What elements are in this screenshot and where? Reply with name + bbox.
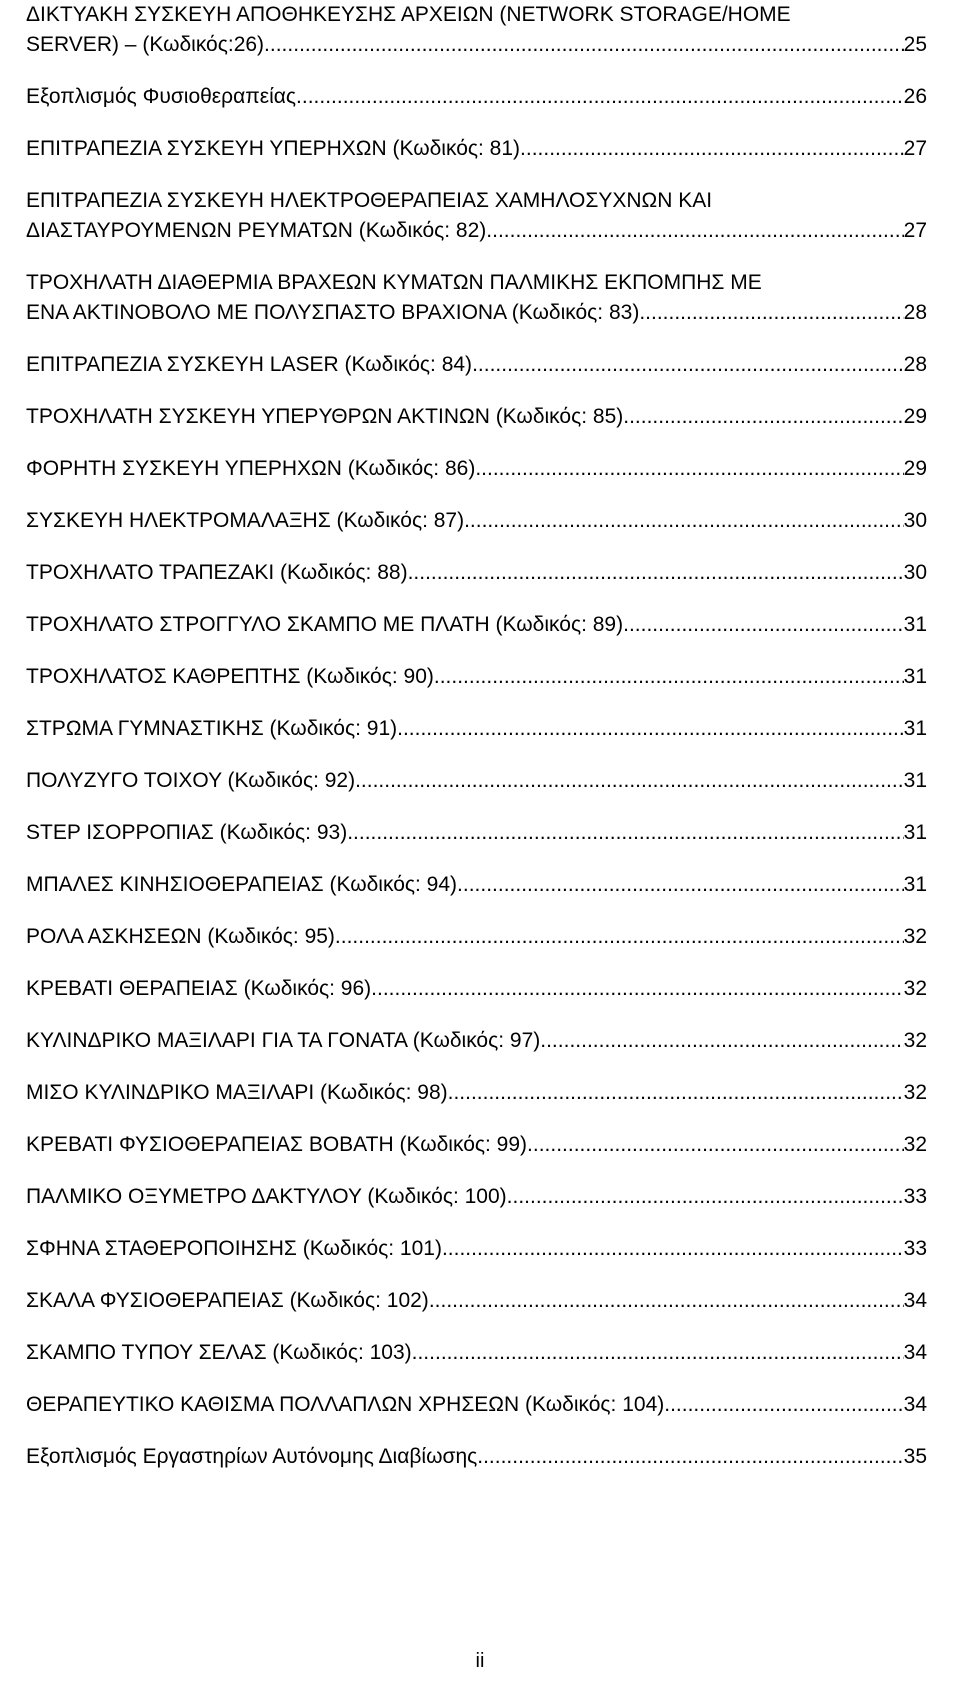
dot-leader: [540, 1026, 903, 1056]
dot-leader: [492, 216, 904, 246]
toc-entry-title: ΚΡΕΒΑΤΙ ΦΥΣΙΟΘΕΡΑΠΕΙΑΣ ΒΟΒΑΤΗ (Κωδικός: 99): [26, 1133, 528, 1156]
toc-entry-title: ΔΙΑΣΤΑΥΡΟΥΜΕΝΩΝ ΡΕΥΜΑΤΩΝ (Κωδικός: 82).: [26, 219, 493, 242]
toc-entry-title: ΔΙΚΤΥΑΚΗ ΣΥΣΚΕΥΗ ΑΠΟΘΗΚΕΥΣΗΣ ΑΡΧΕΙΩΝ (NETWORK STORAGE/HOME: [26, 3, 791, 26]
toc-entry-title: ΤΡΟΧΗΛΑΤΟ ΤΡΑΠΕΖΑΚΙ (Κωδικός: 88): [26, 561, 408, 584]
table-of-contents: [26, 0, 927, 1494]
toc-entry[interactable]: [26, 714, 927, 744]
toc-entry-page-number: 35: [903, 1445, 927, 1468]
toc-entry[interactable]: [26, 818, 927, 848]
toc-entry-title: ΚΡΕΒΑΤΙ ΘΕΡΑΠΕΙΑΣ (Κωδικός: 96): [26, 977, 372, 1000]
toc-entry[interactable]: [26, 662, 927, 692]
dot-leader: [457, 870, 904, 900]
toc-entry[interactable]: [26, 1078, 927, 1108]
dot-leader: [475, 454, 903, 484]
toc-entry-title: ΣΦΗΝΑ ΣΤΑΘΕΡΟΠΟΙΗΣΗΣ (Κωδικός: 101): [26, 1237, 442, 1260]
toc-entry-page-number: 31: [903, 613, 927, 636]
toc-entry[interactable]: [26, 268, 927, 328]
toc-entry-line: [26, 974, 927, 1004]
toc-entry-title: Εξοπλισμός Εργαστηρίων Αυτόνομης Διαβίωσης: [26, 1445, 478, 1468]
toc-entry-line: [26, 818, 927, 848]
toc-entry-line: [26, 134, 927, 164]
toc-entry-line: [26, 766, 927, 796]
toc-entry-page-number: 31: [903, 821, 927, 844]
dot-leader: [477, 1442, 903, 1472]
toc-entry[interactable]: [26, 922, 927, 952]
toc-entry-title: ΚΥΛΙΝΔΡΙΚΟ ΜΑΞΙΛΑΡΙ ΓΙΑ ΤΑ ΓΟΝΑΤΑ (Κωδικός: 97): [26, 1029, 541, 1052]
toc-entry-page-number: 30: [903, 561, 927, 584]
toc-entry-line: [26, 558, 927, 588]
toc-entry-page-number: 31: [903, 873, 927, 896]
toc-entry-line: [26, 454, 927, 484]
toc-entry-title: ΜΠΑΛΕΣ ΚΙΝΗΣΙΟΘΕΡΑΠΕΙΑΣ (Κωδικός: 94): [26, 873, 458, 896]
toc-entry-title: ΕΠΙΤΡΑΠΕΖΙΑ ΣΥΣΚΕΥΗ LASER (Κωδικός: 84): [26, 353, 473, 376]
dot-leader: [623, 610, 904, 640]
toc-entry-title: SERVER) – (Κωδικός:26).: [26, 33, 270, 56]
page-number: ii: [475, 1650, 485, 1672]
toc-entry-title: Εξοπλισμός Φυσιοθεραπείας.: [26, 85, 302, 108]
toc-entry-title: ΣΥΣΚΕΥΗ ΗΛΕΚΤΡΟΜΑΛΑΞΗΣ (Κωδικός: 87): [26, 509, 465, 532]
dot-leader: [397, 714, 904, 744]
dot-leader: [526, 134, 904, 164]
toc-entry-page-number: 31: [903, 717, 927, 740]
toc-entry-page-number: 33: [903, 1185, 927, 1208]
toc-entry[interactable]: [26, 1182, 927, 1212]
toc-entry-line: [26, 1182, 927, 1212]
toc-entry-page-number: 31: [903, 665, 927, 688]
toc-entry[interactable]: [26, 1026, 927, 1056]
toc-entry[interactable]: [26, 1234, 927, 1264]
toc-entry[interactable]: [26, 402, 927, 432]
toc-entry-page-number: 29: [903, 457, 927, 480]
toc-entry-line: [26, 350, 927, 380]
dot-leader: [527, 1130, 904, 1160]
toc-entry-title: ΦΟΡΗΤΗ ΣΥΣΚΕΥΗ ΥΠΕΡΗΧΩΝ (Κωδικός: 86): [26, 457, 476, 480]
dot-leader: [335, 922, 904, 952]
toc-entry-title: ΕΠΙΤΡΑΠΕΖΙΑ ΣΥΣΚΕΥΗ ΗΛΕΚΤΡΟΘΕΡΑΠΕΙΑΣ ΧΑΜΗΛΟΣΥΧΝΩΝ ΚΑΙ: [26, 189, 713, 212]
toc-entry-title: ΘΕΡΑΠΕΥΤΙΚΟ ΚΑΘΙΣΜΑ ΠΟΛΛΑΠΛΩΝ ΧΡΗΣΕΩΝ (Κωδικός: 104): [26, 1393, 665, 1416]
toc-entry-title: ΣΤΡΩΜΑ ΓΥΜΝΑΣΤΙΚΗΣ (Κωδικός: 91): [26, 717, 398, 740]
toc-entry-page-number: 34: [903, 1393, 927, 1416]
toc-entry-line: [26, 268, 927, 298]
toc-entry[interactable]: [26, 610, 927, 640]
dot-leader: [464, 506, 904, 536]
toc-entry-line: [26, 1442, 927, 1472]
toc-entry-page-number: 27: [903, 137, 927, 160]
toc-entry-line: [26, 216, 927, 246]
toc-entry-title: STEP ΙΣΟΡΡΟΠΙΑΣ (Κωδικός: 93): [26, 821, 348, 844]
toc-entry-line: [26, 0, 927, 30]
toc-entry[interactable]: [26, 0, 927, 60]
toc-entry[interactable]: [26, 1286, 927, 1316]
toc-entry-title: ΠΟΛΥΖΥΓΟ ΤΟΙΧΟΥ (Κωδικός: 92): [26, 769, 356, 792]
toc-entry-line: [26, 186, 927, 216]
toc-entry[interactable]: [26, 1130, 927, 1160]
toc-entry-line: [26, 1390, 927, 1420]
toc-entry[interactable]: [26, 186, 927, 246]
toc-entry-page-number: 29: [903, 405, 927, 428]
toc-entry-line: [26, 1234, 927, 1264]
toc-entry-title: ΤΡΟΧΗΛΑΤΟ ΣΤΡΟΓΓΥΛΟ ΣΚΑΜΠΟ ΜΕ ΠΛΑΤΗ (Κωδικός: 89): [26, 613, 624, 636]
dot-leader: [371, 974, 903, 1004]
toc-entry-line: [26, 506, 927, 536]
dot-leader: [472, 350, 904, 380]
toc-entry-page-number: 32: [903, 1081, 927, 1104]
toc-entry-line: [26, 1130, 927, 1160]
toc-entry[interactable]: [26, 1442, 927, 1472]
toc-entry-page-number: 31: [903, 769, 927, 792]
toc-entry-line: [26, 662, 927, 692]
dot-leader: [442, 1234, 904, 1264]
toc-entry-page-number: 32: [903, 925, 927, 948]
dot-leader: [623, 402, 903, 432]
toc-entry[interactable]: [26, 134, 927, 164]
toc-entry-title: ΤΡΟΧΗΛΑΤΟΣ ΚΑΘΡΕΠΤΗΣ (Κωδικός: 90): [26, 665, 434, 688]
toc-entry-line: [26, 298, 927, 328]
toc-entry-page-number: 27: [903, 219, 927, 242]
toc-entry-line: [26, 30, 927, 60]
toc-entry-page-number: 25: [903, 33, 927, 56]
toc-entry-page-number: 28: [903, 301, 927, 324]
toc-entry-page-number: 32: [903, 1029, 927, 1052]
toc-entry[interactable]: [26, 350, 927, 380]
toc-entry-page-number: 34: [903, 1341, 927, 1364]
toc-entry-page-number: 32: [903, 1133, 927, 1156]
toc-entry[interactable]: [26, 766, 927, 796]
dot-leader: [639, 298, 903, 328]
toc-entry-line: [26, 1026, 927, 1056]
toc-entry-line: [26, 922, 927, 952]
dot-leader: [270, 30, 904, 60]
toc-entry[interactable]: [26, 558, 927, 588]
dot-leader: [664, 1390, 903, 1420]
toc-entry-line: [26, 870, 927, 900]
toc-entry-title: ΤΡΟΧΗΛΑΤΗ ΣΥΣΚΕΥΗ ΥΠΕΡΥΘΡΩΝ ΑΚΤΙΝΩΝ (Κωδικός: 85): [26, 405, 624, 428]
toc-entry-line: [26, 402, 927, 432]
toc-entry-line: [26, 1338, 927, 1368]
dot-leader: [355, 766, 904, 796]
toc-entry-title: ΠΑΛΜΙΚΟ ΟΞΥΜΕΤΡΟ ΔΑΚΤΥΛΟΥ (Κωδικός: 100): [26, 1185, 507, 1208]
dot-leader: [412, 1338, 904, 1368]
dot-leader: [347, 818, 903, 848]
dot-leader: [408, 558, 904, 588]
dot-leader: [448, 1078, 904, 1108]
toc-entry[interactable]: [26, 974, 927, 1004]
toc-entry[interactable]: [26, 454, 927, 484]
toc-entry-page-number: 26: [903, 85, 927, 108]
toc-entry-title: ΕΝΑ ΑΚΤΙΝΟΒΟΛΟ ΜΕ ΠΟΛΥΣΠΑΣΤΟ ΒΡΑΧΙΟΝΑ (Κωδικός: 83): [26, 301, 640, 324]
dot-leader: [507, 1182, 904, 1212]
toc-entry-line: [26, 82, 927, 112]
toc-entry[interactable]: [26, 870, 927, 900]
toc-entry-page-number: 34: [903, 1289, 927, 1312]
dot-leader: [429, 1286, 904, 1316]
toc-entry-page-number: 32: [903, 977, 927, 1000]
toc-entry-page-number: 28: [903, 353, 927, 376]
toc-entry-title: ΕΠΙΤΡΑΠΕΖΙΑ ΣΥΣΚΕΥΗ ΥΠΕΡΗΧΩΝ (Κωδικός: 81).: [26, 137, 526, 160]
toc-entry-title: ΡΟΛΑ ΑΣΚΗΣΕΩΝ (Κωδικός: 95): [26, 925, 335, 948]
dot-leader: [434, 662, 904, 692]
toc-entry[interactable]: [26, 506, 927, 536]
toc-entry-line: [26, 610, 927, 640]
toc-entry-title: ΤΡΟΧΗΛΑΤΗ ΔΙΑΘΕΡΜΙΑ ΒΡΑΧΕΩΝ ΚΥΜΑΤΩΝ ΠΑΛΜΙΚΗΣ ΕΚΠΟΜΠΗΣ ΜΕ: [26, 271, 762, 294]
toc-entry-line: [26, 1286, 927, 1316]
toc-entry-page-number: 33: [903, 1237, 927, 1260]
toc-entry-title: ΣΚΑΜΠΟ ΤΥΠΟΥ ΣΕΛΑΣ (Κωδικός: 103): [26, 1341, 412, 1364]
dot-leader: [302, 82, 904, 112]
toc-entry-line: [26, 714, 927, 744]
toc-entry-page-number: 30: [903, 509, 927, 532]
toc-entry[interactable]: [26, 1390, 927, 1420]
toc-entry-line: [26, 1078, 927, 1108]
toc-entry-title: ΜΙΣΟ ΚΥΛΙΝΔΡΙΚΟ ΜΑΞΙΛΑΡΙ (Κωδικός: 98): [26, 1081, 448, 1104]
toc-entry[interactable]: [26, 82, 927, 112]
toc-entry[interactable]: [26, 1338, 927, 1368]
toc-entry-title: ΣΚΑΛΑ ΦΥΣΙΟΘΕΡΑΠΕΙΑΣ (Κωδικός: 102): [26, 1289, 429, 1312]
